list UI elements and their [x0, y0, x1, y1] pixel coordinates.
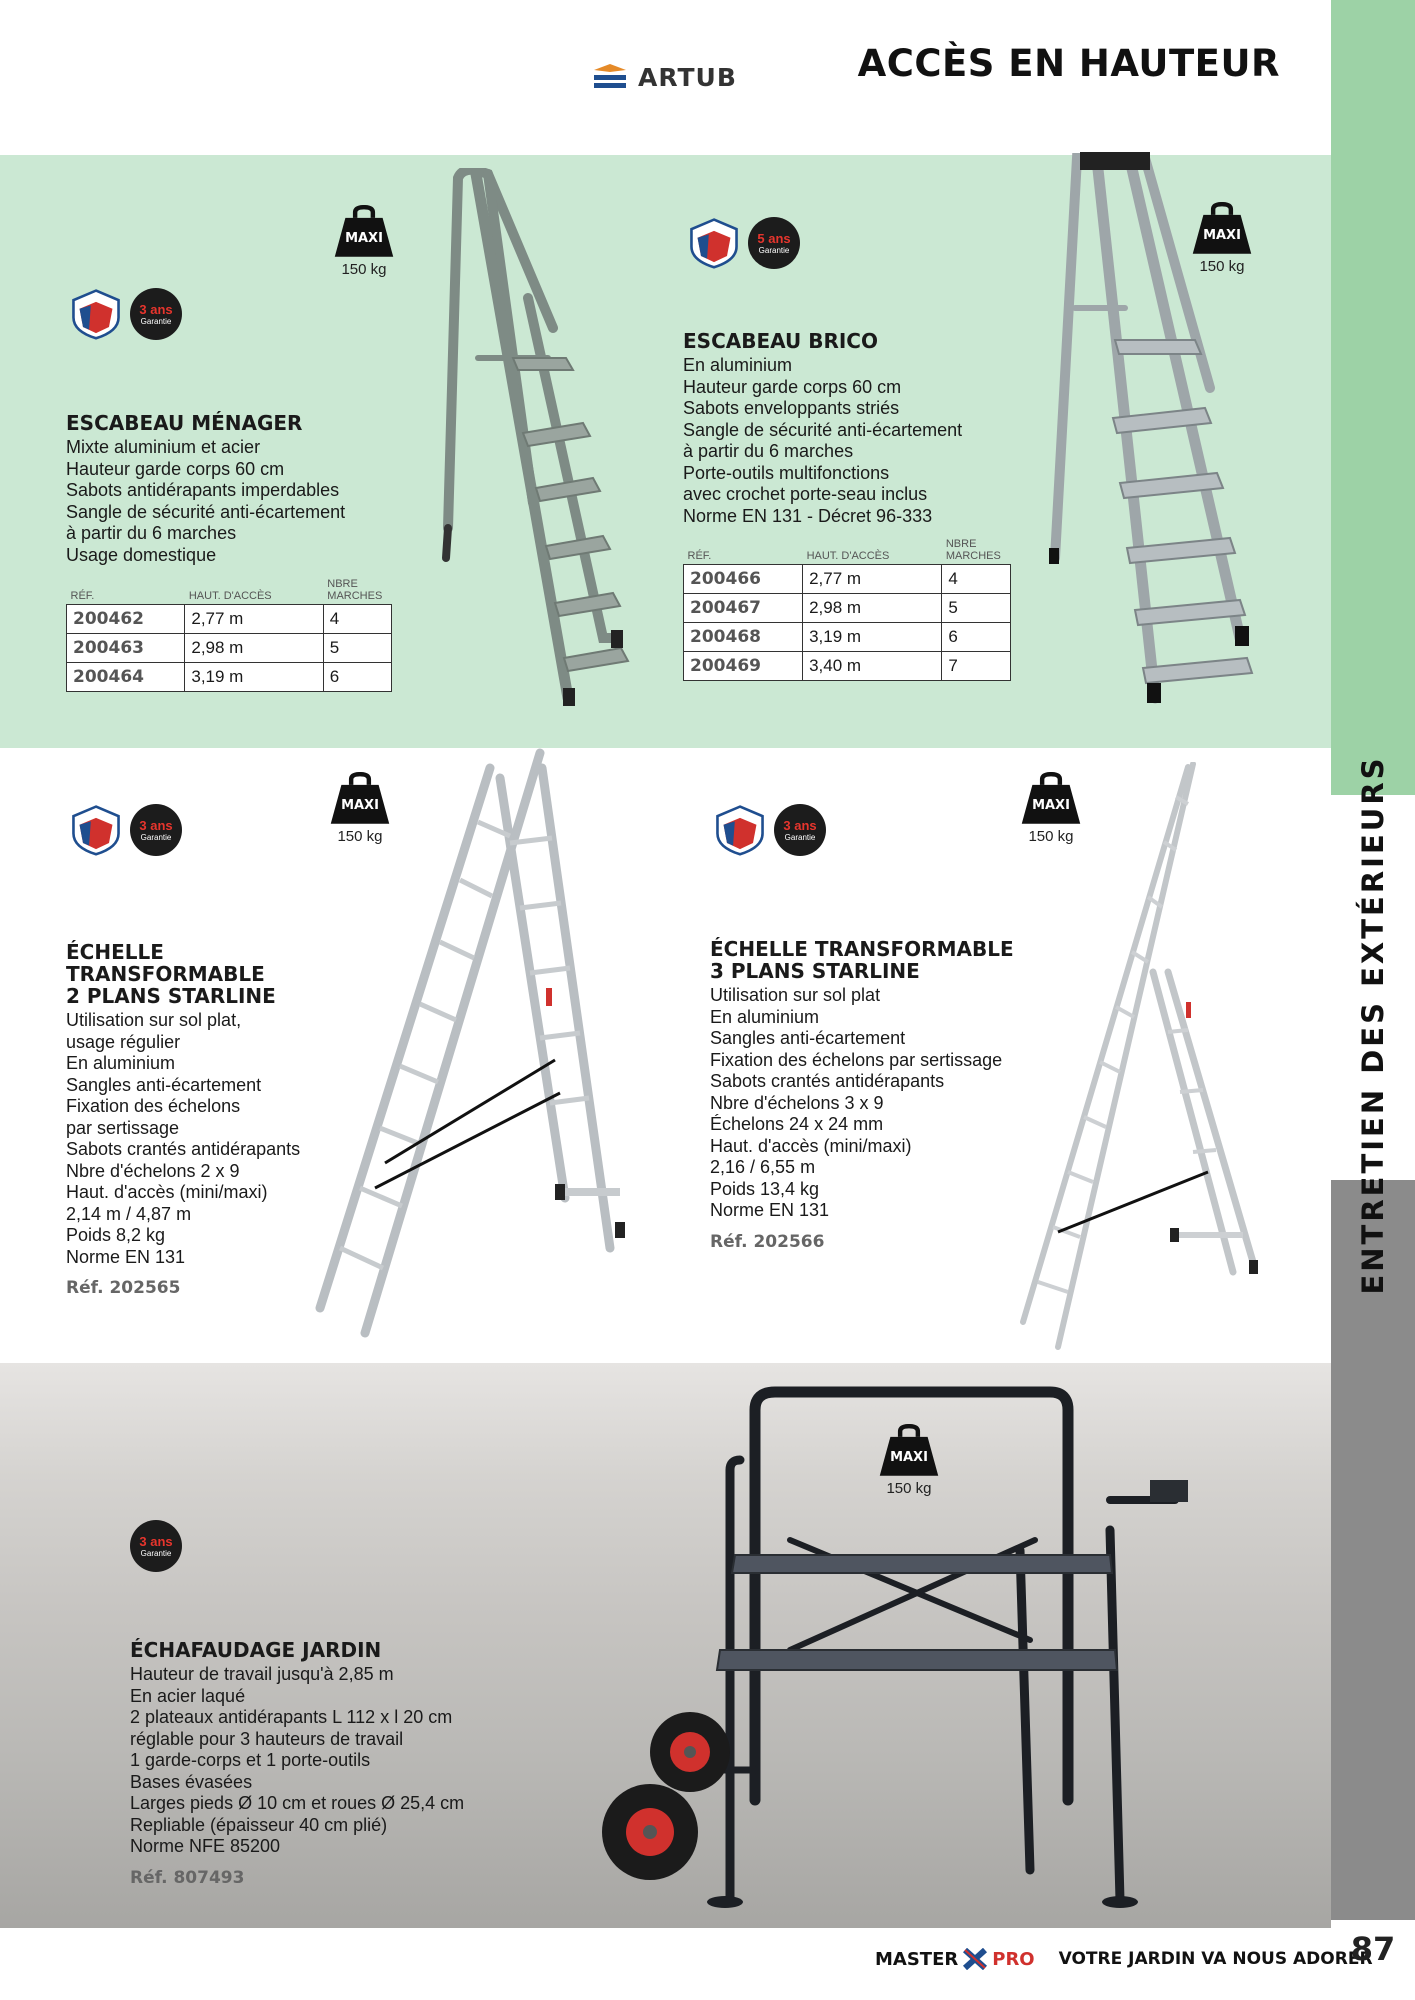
table-row: 200468 3,19 m 6: [684, 623, 1011, 652]
table-row: 200469 3,40 m 7: [684, 652, 1011, 681]
guarantee-badge: 3 ans Garantie: [130, 1520, 182, 1572]
weight-icon: MAXI: [878, 1424, 940, 1478]
feature-list: Hauteur de travail jusqu'à 2,85 m En acier laqué 2 plateaux antidérapants L 112 x l 20 cm réglable pour 3 hauteurs de travail 1 garde-corps et 1 porte-outils Bases évasées Larges pieds Ø 10 cm et roues Ø 25,4 cm Repliable (épaisseur 40 cm plié) Norme NFE 85200: [130, 1664, 465, 1856]
weight-icon: MAXI: [329, 772, 391, 826]
feature-list: Utilisation sur sol plat En aluminium Sangles anti-écartement Fixation des échelons par sertissage Sabots crantés antidérapants Nbre d'échelons 3 x 9 Échelons 24 x 24 mm Haut. d'accès (mini/maxi) 2,16 / 6,55 m Poids 13,4 kg Norme EN 131: [710, 985, 1003, 1220]
echafaudage-image: [590, 1380, 1190, 1910]
product-reference: Réf. 202566: [710, 1231, 825, 1252]
badges-brico: [688, 217, 800, 269]
spec-table-brico: RÉF. HAUT. D'ACCÈS NBRE MARCHES 200466 2,77 m 4 200467 2,98 m 5 200468 3,19 m 6 200469 3,40 m 7: [683, 538, 1011, 681]
table-row: 200464 3,19 m 6: [67, 663, 392, 692]
footer-brand-logo: MASTER PRO: [875, 1948, 1035, 1970]
badges-menager: [70, 288, 182, 340]
echelle-3-plans-image: [1018, 762, 1278, 1352]
maxi-load-badge: MAXI 150 kg: [1182, 202, 1262, 275]
guarantee-badge: 5 ans Garantie: [748, 217, 800, 269]
brand-logo: [592, 62, 737, 92]
escabeau-brico-image: [1035, 148, 1275, 713]
echelle-2-plans-image: [310, 748, 680, 1348]
product-escabeau-menager: [66, 412, 345, 566]
maxi-load-badge: MAXI 150 kg: [1011, 772, 1091, 845]
france-made-icon: [688, 217, 740, 269]
product-title: ESCABEAU MÉNAGER: [66, 411, 303, 435]
table-row: 200462 2,77 m 4: [67, 605, 392, 634]
spec-table-menager: RÉF. HAUT. D'ACCÈS NBRE MARCHES 200462 2,77 m 4 200463 2,98 m 5 200464 3,19 m 6: [66, 578, 392, 692]
brand-star-icon: [962, 1948, 988, 1970]
page-title: ACCÈS EN HAUTEUR: [857, 42, 1280, 85]
brand-name: ARTUB: [638, 62, 737, 92]
feature-list: Mixte aluminium et acier Hauteur garde corps 60 cm Sabots antidérapants imperdables Sangle de sécurité anti-écartement à partir du 6 marches Usage domestique: [66, 437, 346, 565]
table-row: 200463 2,98 m 5: [67, 634, 392, 663]
maxi-load-badge: MAXI 150 kg: [869, 1424, 949, 1497]
product-escabeau-brico: [683, 330, 962, 527]
product-title: ÉCHELLE TRANSFORMABLE 3 PLANS STARLINE: [710, 937, 1014, 983]
product-echafaudage: [130, 1639, 464, 1888]
weight-icon: MAXI: [333, 205, 395, 259]
weight-icon: MAXI: [1191, 202, 1253, 256]
weight-icon: MAXI: [1020, 772, 1082, 826]
escabeau-menager-image: [418, 168, 658, 708]
product-reference: Réf. 202565: [66, 1278, 181, 1298]
footer: [875, 1948, 1373, 1970]
feature-list: Utilisation sur sol plat, usage régulier En aluminium Sangles anti-écartement Fixation des échelons par sertissage Sabots crantés antidérapants Nbre d'échelons 2 x 9 Haut. d'accès (mini/maxi) 2,14 m / 4,87 m Poids 8,2 kg Norme EN 131: [66, 1010, 301, 1267]
brand-mark-icon: [592, 62, 628, 92]
product-title: ESCABEAU BRICO: [683, 329, 878, 353]
maxi-load-badge: MAXI 150 kg: [324, 205, 404, 278]
feature-list: En aluminium Hauteur garde corps 60 cm Sabots enveloppants striés Sangle de sécurité anti-écartement à partir du 6 marches Porte-outils multifonctions avec crochet porte-seau inclus Norme EN 131 - Décret 96-333: [683, 355, 963, 526]
table-row: 200467 2,98 m 5: [684, 594, 1011, 623]
product-echelle-2-plans: [66, 941, 300, 1298]
product-title: ÉCHAFAUDAGE JARDIN: [130, 1638, 382, 1662]
guarantee-badge: 3 ans Garantie: [130, 804, 182, 856]
product-title: ÉCHELLE TRANSFORMABLE 2 PLANS STARLINE: [66, 940, 276, 1008]
sidebar-category-label: ENTRETIEN DES EXTÉRIEURS: [1356, 755, 1390, 1295]
france-made-icon: [70, 804, 122, 856]
wheel-icon: [650, 1712, 730, 1792]
page-number: 87: [1350, 1930, 1396, 1968]
france-made-icon: [70, 288, 122, 340]
maxi-load-badge: MAXI 150 kg: [320, 772, 400, 845]
table-row: 200466 2,77 m 4: [684, 565, 1011, 594]
france-made-icon: [714, 804, 766, 856]
guarantee-badge: 3 ans Garantie: [130, 288, 182, 340]
badges-echelle-2: [70, 804, 182, 856]
product-reference: Réf. 807493: [130, 1867, 245, 1888]
badges-echelle-3: [714, 804, 826, 856]
guarantee-badge: 3 ans Garantie: [774, 804, 826, 856]
wheel-icon: [602, 1784, 698, 1880]
footer-tagline: VOTRE JARDIN VA NOUS ADORER: [1058, 1949, 1373, 1969]
product-echelle-3-plans: [710, 938, 1014, 1252]
sidebar-green-tab: [1331, 0, 1415, 795]
